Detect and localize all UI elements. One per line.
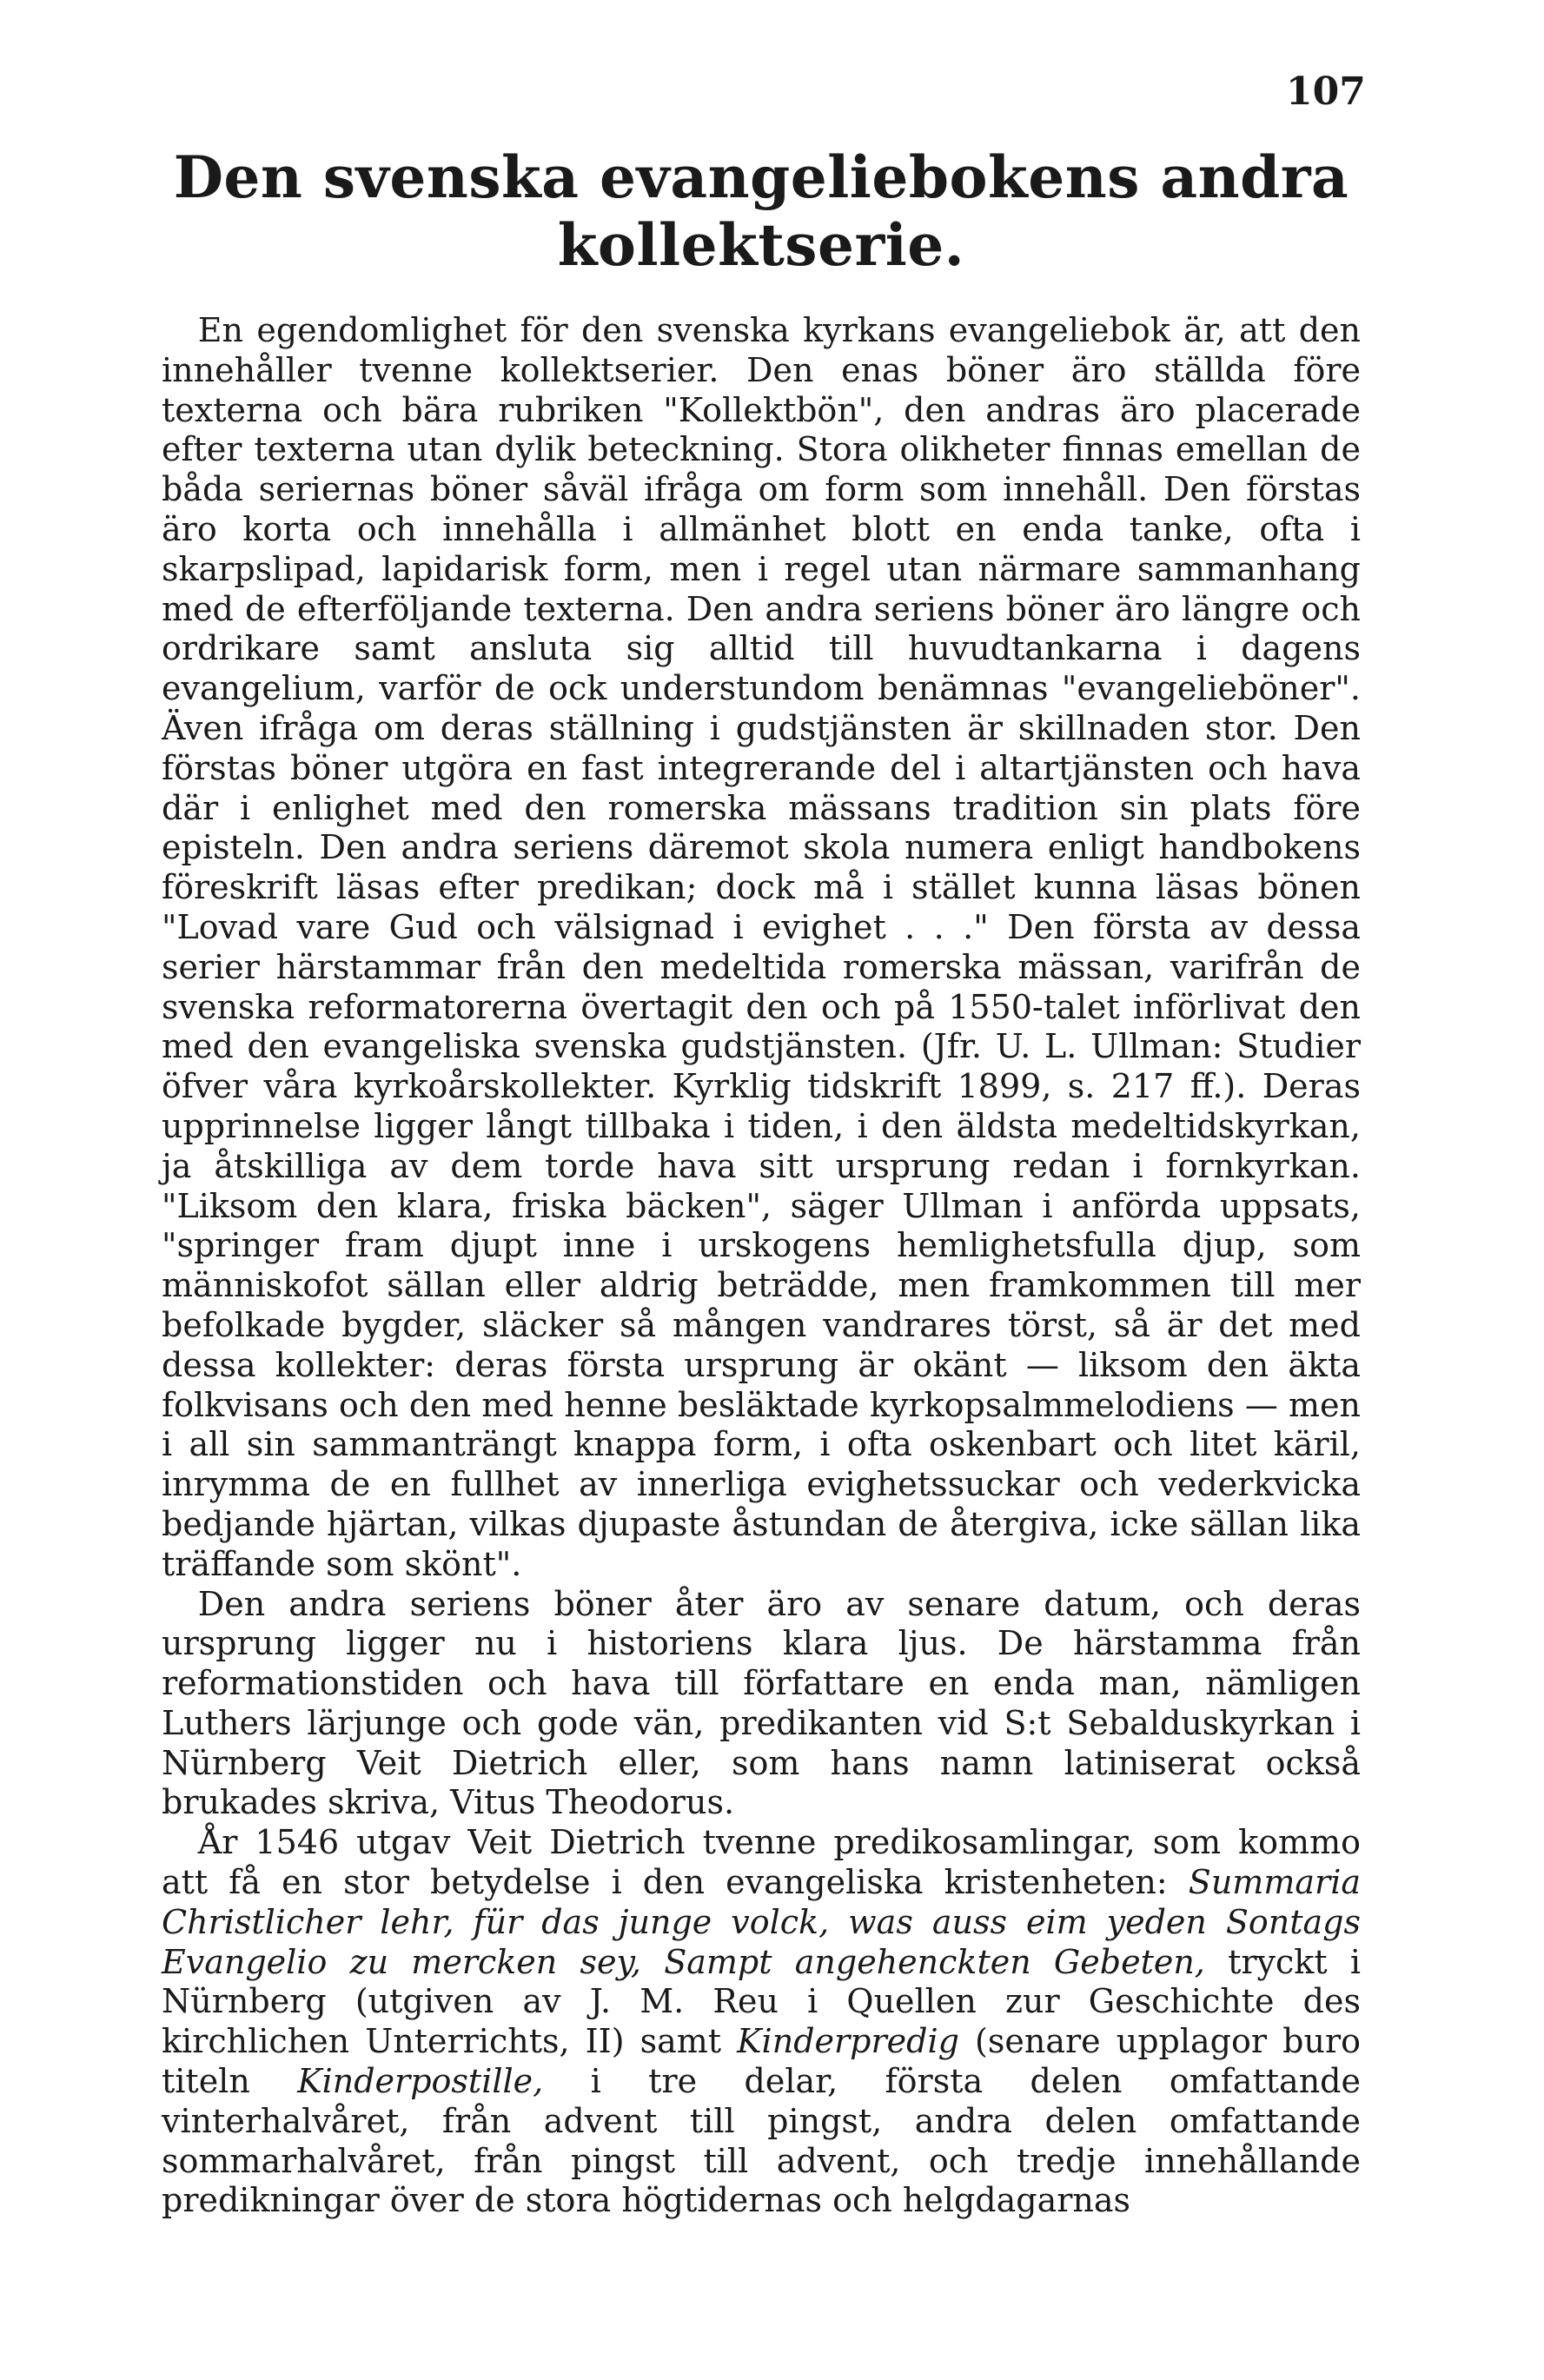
paragraph-2 — [162, 1585, 1361, 1824]
book-title-summaria: Summaria Christlicher lehr, für das junge volck, was auss eim yeden Sontags Evangelio zu mercken sey, Sampt angehenckten Gebeten, — [162, 1863, 1361, 1981]
paragraph-1-text: En egendomlighet för den svenska kyrkans evangeliebok är, att den innehåller tvenne kollektserier. Den enas böner äro ställda före texterna och bära rubriken "Kollektbön", den andras äro placerade efter texterna utan dylik beteckning. Stora olikheter finnas emellan de båda seriernas böner såväl ifråga om form som innehåll. Den förstas äro korta och innehålla i allmänhet blott en enda tanke, ofta i skarpslipad, lapidarisk form, men i regel utan närmare sammanhang med de efterföljande texterna. Den andra seriens böner äro längre och ordrikare samt ansluta sig alltid till huvudtankarna i dagens evangelium, varför de ock understundom benämnas "evangelieböner". Även ifråga om deras ställning i gudstjänsten är skillnaden stor. Den förstas böner utgöra en fast integrerande del i altartjänsten och hava där i enlighet med den romerska mässans tradition sin plats före episteln. Den andra seriens däremot skola numera enligt handbokens föreskrift läsas efter predikan; dock må i stället kunna läsas bönen "Lovad vare Gud och välsignad i evighet . . ." Den första av dessa serier härstammar från den medeltida romerska mässan, varifrån de svenska reformatorerna övertagit den och på 1550-talet införlivat den med den evangeliska svenska gudstjänsten. (Jfr. U. L. Ullman: Studier öfver våra kyrkoårskollekter. Kyrklig tidskrift 1899, s. 217 ff.). Deras upprinnelse ligger långt tillbaka i tiden, i den äldsta medeltidskyrkan, ja åtskilliga av dem torde hava sitt ursprung redan i fornkyrkan. "Liksom den klara, friska bäcken", säger Ullman i anförda uppsats, "springer fram djupt inne i urskogens hemlighetsfulla djup, som människofot sällan eller aldrig beträdde, men framkommen till mer befolkade bygder, släcker så mången vandrares törst, så är det med dessa kollekter: deras första ursprung är okänt — liksom den äkta folkvisans och den med henne besläktade kyrkopsalmmelodiens — men i all sin sammanträngt knappa form, i ofta oskenbart och litet käril, inrymma de en fullhet av innerliga evighetssuckar och vederkvicka bedjande hjärtan, vilkas djupaste åstundan de återgiva, icke sällan lika träffande som skönt". — [162, 311, 1361, 1583]
paragraph-2-text: Den andra seriens böner åter äro av senare datum, och deras ursprung ligger nu i historiens klara ljus. De härstamma från reformationstiden och hava till författare en enda man, nämligen Luthers lärjunge och gode vän, predikanten vid S:t Sebalduskyrkan i Nürnberg Veit Dietrich eller, som hans namn latiniserat också brukades skriva, Vitus Theodorus. — [162, 1584, 1361, 1822]
paragraph-3-text-d: i tre delar, första delen omfattande vinterhalvåret, från advent till pingst, andra delen omfattande sommarhalvåret, från pingst till advent, och tredje innehållande predikningar över de stora högtidernas och helgdagarnas — [162, 2062, 1361, 2220]
paragraph-3-text-c: (senare upplagor buro titeln — [162, 2022, 1361, 2101]
chapter-title-line-1: Den svenska evangeliebokens andra — [173, 143, 1349, 211]
paragraph-3-text-a: År 1546 utgav Veit Dietrich tvenne predikosamlingar, som kommo att få en stor betydelse i den evangeliska kristenheten: — [162, 1823, 1361, 1902]
book-title-kinderpredig: Kinderpredig — [737, 2022, 959, 2061]
paragraph-1 — [162, 311, 1361, 1585]
chapter-title-line-2: kollektserie. — [557, 211, 965, 279]
chapter-title — [162, 143, 1361, 279]
book-title-kinderpostille: Kinderpostille, — [297, 2062, 544, 2101]
page-number: 107 — [1286, 70, 1366, 114]
paragraph-3-text-b: tryckt i Nürnberg (utgiven av J. M. Reu i Quellen zur Geschichte des kirchlichen Unterrichts, II) samt — [162, 1942, 1361, 2061]
body-text — [162, 311, 1361, 2221]
paragraph-3 — [162, 1823, 1361, 2221]
